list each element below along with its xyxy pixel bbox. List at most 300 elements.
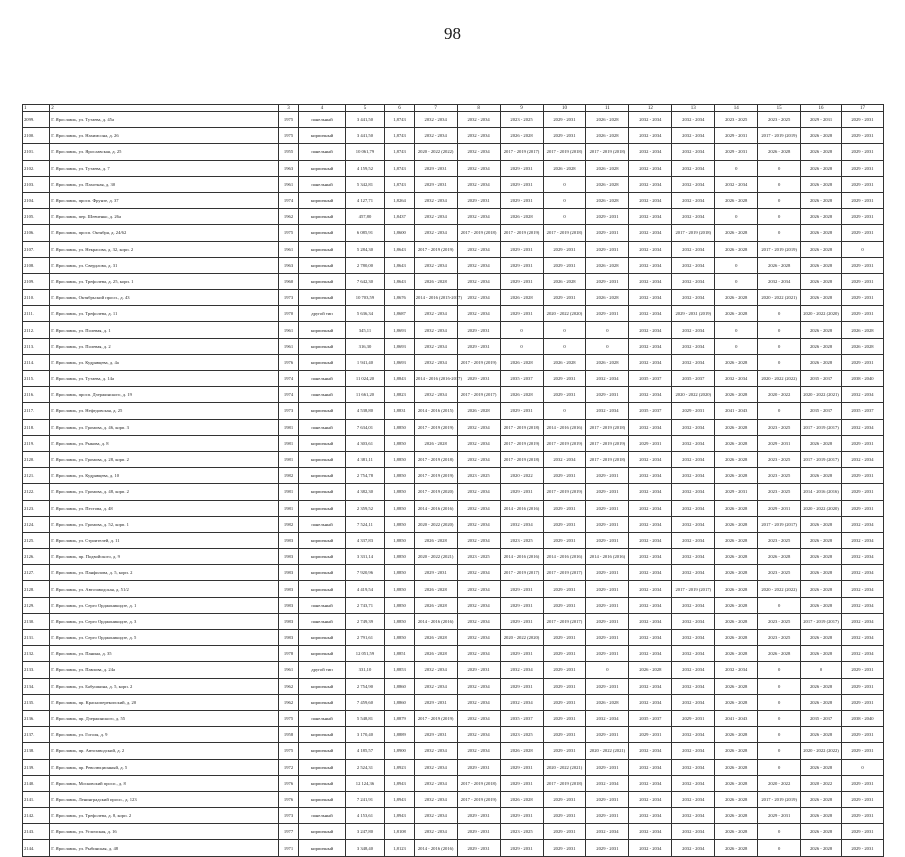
table-cell: 2029 - 2031 <box>543 581 586 597</box>
table-cell: 2099. <box>23 112 50 128</box>
table-cell: 2032 - 2034 <box>672 160 715 176</box>
table-cell: 2032 - 2034 <box>841 597 883 613</box>
table-cell: 2026 - 2028 <box>801 144 842 160</box>
table-cell: 2026 - 2028 <box>801 791 842 807</box>
table-cell: 2029 - 2031 <box>543 646 586 662</box>
table-cell: кирпичный <box>299 451 345 467</box>
table-cell: кирпичный <box>299 759 345 775</box>
table-cell: Г. Ярославль, ул. Трефолева, д. 8, корп. 2 <box>50 808 278 824</box>
table-cell: 2110. <box>23 290 50 306</box>
table-cell: 2026 - 2028 <box>801 128 842 144</box>
table-cell: Г. Ярославль, ул. Рыкова, д. 8 <box>50 435 278 451</box>
table-cell: 2026 - 2028 <box>500 354 543 370</box>
table-cell: 2129. <box>23 597 50 613</box>
table-cell: 2026 - 2028 <box>586 160 629 176</box>
table-cell: 2029 - 2031 <box>586 678 629 694</box>
table-cell: 2032 - 2034 <box>414 824 457 840</box>
table-cell: 2023 - 2025 <box>758 112 801 128</box>
table-cell: 2020 - 2022 (2020) <box>414 516 457 532</box>
table-cell: 2032 - 2034 <box>457 532 500 548</box>
table-cell: 2032 - 2034 <box>457 565 500 581</box>
table-cell: 2026 - 2028 <box>586 112 629 128</box>
table-cell: 2026 - 2028 <box>758 144 801 160</box>
table-cell: 2014 - 2016 (2016-2017) <box>414 371 457 387</box>
table-cell: 2130. <box>23 613 50 629</box>
table-cell: 1,8743 <box>385 144 414 160</box>
table-row <box>23 257 884 273</box>
table-cell: 2032 - 2034 <box>457 273 500 289</box>
table-cell: 1,8850 <box>385 549 414 565</box>
table-cell: 1973 <box>278 290 299 306</box>
table-cell: Г. Ярославль, ул. Полевая, д. 2 <box>50 338 278 354</box>
table-cell: 2032 - 2034 <box>457 597 500 613</box>
table-cell: 2026 - 2028 <box>801 840 842 856</box>
table-cell: 1982 <box>278 468 299 484</box>
table-cell: Г. Ярославль, ул. Тутаева, д. 45а <box>50 112 278 128</box>
table-cell: 5 636,34 <box>345 306 385 322</box>
table-cell: 2029 - 2031 <box>841 112 883 128</box>
table-cell: 2029 - 2031 <box>586 225 629 241</box>
table-cell: 2014 - 2016 (2016) <box>543 549 586 565</box>
table-row <box>23 209 884 225</box>
table-cell: 2026 - 2028 <box>715 241 758 257</box>
table-cell: 2032 - 2034 <box>414 354 457 370</box>
table-cell: 2029 - 2031 <box>758 500 801 516</box>
page-number: 98 <box>444 24 461 43</box>
table-cell: 2029 - 2031 <box>457 840 500 856</box>
table-cell: 2026 - 2028 <box>841 322 883 338</box>
table-cell: 331,10 <box>345 662 385 678</box>
table-cell: 12 124,36 <box>345 775 385 791</box>
table-cell: 1,8853 <box>385 662 414 678</box>
table-cell: 2029 - 2031 <box>543 516 586 532</box>
table-cell: 2032 - 2034 <box>457 710 500 726</box>
table-cell: панельный <box>299 808 345 824</box>
table-row <box>23 775 884 791</box>
table-cell: 1,8600 <box>385 225 414 241</box>
table-cell: 3 348,40 <box>345 840 385 856</box>
table-row <box>23 710 884 726</box>
table-cell: 2035 - 2037 <box>672 371 715 387</box>
header-cell: 14 <box>715 105 758 112</box>
header-cell: 12 <box>629 105 672 112</box>
table-cell: 0 <box>758 824 801 840</box>
table-cell: 2032 - 2034 <box>672 759 715 775</box>
table-cell: 2026 - 2028 <box>801 468 842 484</box>
table-cell: 2118. <box>23 419 50 435</box>
table-cell: 1,8850 <box>385 581 414 597</box>
table-cell: 2029 - 2031 <box>841 144 883 160</box>
table-cell: Г. Ярославль, ул. Павлова, д. 24а <box>50 662 278 678</box>
table-cell: 2041 - 2043 <box>715 710 758 726</box>
table-cell: Г. Ярославль, пр. Подвойского, д. 9 <box>50 549 278 565</box>
table-cell: 0 <box>543 338 586 354</box>
table-cell: 2026 - 2028 <box>543 354 586 370</box>
table-cell: 1,8850 <box>385 565 414 581</box>
table-cell: 2032 - 2034 <box>629 646 672 662</box>
table-cell: 2032 - 2034 <box>457 743 500 759</box>
table-cell: 1,8850 <box>385 597 414 613</box>
table-row <box>23 824 884 840</box>
table-cell: 2032 - 2034 <box>414 678 457 694</box>
header-cell: 3 <box>278 105 299 112</box>
table-cell: 2029 - 2031 <box>758 808 801 824</box>
table-cell: 2029 - 2031 <box>586 209 629 225</box>
table-cell: кирпичный <box>299 257 345 273</box>
table-cell: 2020 - 2022 (2021) <box>414 549 457 565</box>
table-cell: 0 <box>758 306 801 322</box>
table-cell: 2029 - 2031 <box>543 128 586 144</box>
table-cell: 2122. <box>23 484 50 500</box>
table-cell: 1983 <box>278 532 299 548</box>
table-cell: 2143. <box>23 824 50 840</box>
table-cell: 2026 - 2028 <box>715 532 758 548</box>
table-cell: 2032 - 2034 <box>414 257 457 273</box>
header-cell: 9 <box>500 105 543 112</box>
table-cell: 1,8943 <box>385 808 414 824</box>
table-cell: 2032 - 2034 <box>841 630 883 646</box>
table-cell: 4 127,71 <box>345 192 385 208</box>
table-cell: 2139. <box>23 759 50 775</box>
table-cell: 1960 <box>278 273 299 289</box>
table-cell: 2020 - 2022 <box>758 775 801 791</box>
table-cell: 2029 - 2031 <box>841 727 883 743</box>
table-cell: 0 <box>758 322 801 338</box>
table-row <box>23 727 884 743</box>
table-cell: 7 642,30 <box>345 273 385 289</box>
table-row <box>23 808 884 824</box>
table-cell: 2032 - 2034 <box>457 306 500 322</box>
table-cell: 2020 - 2022 (2020) <box>543 306 586 322</box>
table-cell: 2029 - 2031 <box>586 484 629 500</box>
table-cell: 2144. <box>23 840 50 856</box>
header-cell: 8 <box>457 105 500 112</box>
table-cell: 2023 - 2025 <box>500 824 543 840</box>
table-cell: 1976 <box>278 791 299 807</box>
table-cell: панельный <box>299 387 345 403</box>
table-cell: кирпичный <box>299 273 345 289</box>
table-cell: 2026 - 2028 <box>801 549 842 565</box>
table-cell: кирпичный <box>299 338 345 354</box>
table-cell: 2128. <box>23 581 50 597</box>
table-cell: 2032 - 2034 <box>672 128 715 144</box>
table-cell: 2032 - 2034 <box>629 338 672 354</box>
table-cell: кирпичный <box>299 824 345 840</box>
table-cell: 4 303,61 <box>345 435 385 451</box>
table-cell: 2032 - 2034 <box>457 694 500 710</box>
table-cell: 3 331,14 <box>345 549 385 565</box>
table-cell: 2017 - 2019 (2017) <box>758 516 801 532</box>
table-row <box>23 743 884 759</box>
table-cell: 2032 - 2034 <box>457 160 500 176</box>
table-cell: 2029 - 2031 <box>500 241 543 257</box>
table-cell: 2020 - 2022 (2020) <box>500 630 543 646</box>
table-cell: 2029 - 2031 <box>457 824 500 840</box>
table-cell: 1961 <box>278 176 299 192</box>
table-cell: 2 359,52 <box>345 500 385 516</box>
table-cell: 0 <box>841 241 883 257</box>
table-cell: 2020 - 2022 (2022) <box>758 371 801 387</box>
table-cell: 2029 - 2031 (2019) <box>672 306 715 322</box>
table-cell: 2127. <box>23 565 50 581</box>
table-cell: 1962 <box>278 694 299 710</box>
table-cell: Г. Ярославль, ул. Бабушкина, д. 5, корп. 2 <box>50 678 278 694</box>
table-cell: 2026 - 2028 <box>758 549 801 565</box>
table-cell: 2032 - 2034 <box>414 192 457 208</box>
table-cell: 2029 - 2031 <box>586 630 629 646</box>
table-cell: 1962 <box>278 209 299 225</box>
table-cell: 2035 - 2037 <box>500 371 543 387</box>
table-row <box>23 630 884 646</box>
table-cell: 2032 - 2034 <box>629 160 672 176</box>
table-cell: 1,8850 <box>385 419 414 435</box>
table-cell: 2020 - 2022 (2020) <box>672 387 715 403</box>
table-cell: 2038 - 2040 <box>841 710 883 726</box>
table-cell: 2029 - 2031 <box>586 808 629 824</box>
table-cell: 2017 - 2019 (2018) <box>543 225 586 241</box>
table-cell: 2029 - 2031 <box>543 678 586 694</box>
table-cell: 2140. <box>23 775 50 791</box>
table-cell: кирпичный <box>299 581 345 597</box>
table-cell: 2106. <box>23 225 50 241</box>
table-cell: 2133. <box>23 662 50 678</box>
table-cell: 0 <box>715 338 758 354</box>
table-cell: 10 061,79 <box>345 144 385 160</box>
table-cell: 2029 - 2031 <box>543 630 586 646</box>
table-cell: 1,8437 <box>385 209 414 225</box>
table-cell: 2023 - 2025 <box>758 484 801 500</box>
table-cell: 1977 <box>278 824 299 840</box>
table-cell: 1981 <box>278 500 299 516</box>
table-cell: 1,8943 <box>385 775 414 791</box>
table-cell: 2026 - 2028 <box>715 727 758 743</box>
table-cell: 2026 - 2028 <box>715 500 758 516</box>
table-cell: 1974 <box>278 387 299 403</box>
table-cell: 2029 - 2031 <box>586 581 629 597</box>
table-cell: 1983 <box>278 613 299 629</box>
table-cell: кирпичный <box>299 678 345 694</box>
table-cell: 2017 - 2019 (2019) <box>758 241 801 257</box>
table-row <box>23 225 884 241</box>
table-cell: 2032 - 2034 <box>414 112 457 128</box>
table-cell: 2032 - 2034 <box>672 144 715 160</box>
table-cell: Г. Ярославль, ул. Серго Орджоникидзе, д. 1 <box>50 597 278 613</box>
table-cell: 2026 - 2028 <box>801 160 842 176</box>
table-cell: 2100. <box>23 128 50 144</box>
table-cell: 1982 <box>278 516 299 532</box>
table-cell: 0 <box>758 710 801 726</box>
table-cell: панельный <box>299 371 345 387</box>
table-cell: 1,8676 <box>385 290 414 306</box>
table-cell: 2017 - 2019 (2018) <box>586 144 629 160</box>
table-cell: 2032 - 2034 <box>629 791 672 807</box>
table-cell: 0 <box>586 338 629 354</box>
table-cell: 2032 - 2034 <box>586 403 629 419</box>
table-row <box>23 160 884 176</box>
table-cell: 2029 - 2031 <box>500 759 543 775</box>
table-cell: 2017 - 2019 (2018) <box>414 451 457 467</box>
table-cell: 1983 <box>278 597 299 613</box>
table-cell: 2023 - 2025 <box>758 565 801 581</box>
table-row <box>23 613 884 629</box>
table-cell: кирпичный <box>299 791 345 807</box>
table-cell: Г. Ярославль, ул. Громова, д. 46, корп. 3 <box>50 419 278 435</box>
table-cell: 2029 - 2031 <box>841 678 883 694</box>
table-cell: 2029 - 2031 <box>543 727 586 743</box>
table-row <box>23 759 884 775</box>
table-cell: 2032 - 2034 <box>586 371 629 387</box>
table-cell: 1961 <box>278 322 299 338</box>
table-cell: 2026 - 2028 <box>801 192 842 208</box>
table-cell: 2032 - 2034 <box>672 743 715 759</box>
table-cell: Г. Ярославль, ул. Серго Орджоникидзе, д. 3 <box>50 613 278 629</box>
table-cell: 2120. <box>23 451 50 467</box>
table-cell: 2141. <box>23 791 50 807</box>
table-cell: 1963 <box>278 257 299 273</box>
table-cell: 2029 - 2031 <box>841 225 883 241</box>
table-cell: 0 <box>758 403 801 419</box>
table-cell: 2017 - 2019 (2017) <box>500 144 543 160</box>
table-cell: 0 <box>758 160 801 176</box>
table-cell: 1,8831 <box>385 403 414 419</box>
table-cell: 2026 - 2028 <box>414 273 457 289</box>
table-cell: 4 381,11 <box>345 451 385 467</box>
table-cell: 2026 - 2028 <box>801 225 842 241</box>
table-cell: 2035 - 2037 <box>629 403 672 419</box>
table-cell: 2017 - 2019 (2017) <box>500 565 543 581</box>
table-cell: 2029 - 2031 <box>841 694 883 710</box>
table-row <box>23 516 884 532</box>
table-cell: 0 <box>758 338 801 354</box>
table-cell: 2026 - 2028 <box>715 646 758 662</box>
table-row <box>23 468 884 484</box>
table-cell: 2032 - 2034 <box>414 808 457 824</box>
table-cell: 2023 - 2025 <box>457 468 500 484</box>
table-cell: 2017 - 2019 (2019) <box>457 354 500 370</box>
table-cell: 2032 - 2034 <box>457 727 500 743</box>
table-cell: 2029 - 2031 <box>543 597 586 613</box>
table-cell: 2020 - 2022 (2021) <box>543 759 586 775</box>
table-cell: 2029 - 2031 <box>841 192 883 208</box>
table-cell: 2029 - 2031 <box>841 306 883 322</box>
table-cell: 2132. <box>23 646 50 662</box>
table-cell: 2032 - 2034 <box>629 759 672 775</box>
table-cell: 2029 - 2031 <box>586 468 629 484</box>
table-cell: 2026 - 2028 <box>801 209 842 225</box>
table-cell: 2026 - 2028 <box>543 273 586 289</box>
table-cell: 2032 - 2034 <box>629 468 672 484</box>
table-cell: 2017 - 2019 (2019) <box>586 435 629 451</box>
table-cell: 1,8693 <box>385 338 414 354</box>
table-cell: панельный <box>299 516 345 532</box>
table-cell: 2029 - 2031 <box>586 613 629 629</box>
table-cell: Г. Ярославль, ул. Громова, д. 52, корп. 1 <box>50 516 278 532</box>
table-cell: 2023 - 2025 <box>715 112 758 128</box>
table-cell: 2029 - 2031 <box>586 840 629 856</box>
table-cell: 1,8850 <box>385 532 414 548</box>
header-cell: 6 <box>385 105 414 112</box>
table-cell: кирпичный <box>299 549 345 565</box>
table-cell: 2026 - 2028 <box>414 435 457 451</box>
header-cell: 16 <box>801 105 842 112</box>
table-cell: 2032 - 2034 <box>672 516 715 532</box>
table-cell: 2029 - 2031 <box>841 435 883 451</box>
table-cell: 2032 - 2034 <box>457 128 500 144</box>
table-cell: 2023 - 2025 <box>758 468 801 484</box>
table-cell: 2017 - 2019 (2019) <box>758 791 801 807</box>
table-cell: 4 185,57 <box>345 743 385 759</box>
table-cell: 2029 - 2031 <box>543 662 586 678</box>
table-cell: 2026 - 2028 <box>586 290 629 306</box>
table-cell: 2029 - 2031 <box>500 808 543 824</box>
table-cell: 2026 - 2028 <box>801 257 842 273</box>
table-row <box>23 500 884 516</box>
table-cell: 2032 - 2034 <box>629 209 672 225</box>
table-cell: Г. Ярославль, ул. Трефолева, д. 25, корп. 1 <box>50 273 278 289</box>
table-cell: 2029 - 2031 <box>500 775 543 791</box>
table-cell: 2020 - 2022 <box>801 775 842 791</box>
table-cell: 2032 - 2034 <box>672 630 715 646</box>
table-cell: 2029 - 2031 <box>841 290 883 306</box>
table-row <box>23 192 884 208</box>
table-cell: 457,80 <box>345 209 385 225</box>
table-cell: кирпичный <box>299 484 345 500</box>
table-cell: 0 <box>801 662 842 678</box>
table-cell: Г. Ярославль, ул. Нахимсона, д. 26 <box>50 128 278 144</box>
table-cell: 1,8889 <box>385 727 414 743</box>
table-cell: 2032 - 2034 <box>629 257 672 273</box>
table-cell: 2121. <box>23 468 50 484</box>
table-cell: 2026 - 2028 <box>414 646 457 662</box>
table-cell: Г. Ярославль, Московский просп., д. 8 <box>50 775 278 791</box>
table-cell: 2029 - 2031 <box>500 192 543 208</box>
header-cell: 7 <box>414 105 457 112</box>
table-cell: 2032 - 2034 <box>672 678 715 694</box>
table-cell: 2029 - 2031 <box>500 613 543 629</box>
table-cell: 2032 - 2034 <box>629 678 672 694</box>
table-cell: 1972 <box>278 759 299 775</box>
table-cell: 0 <box>543 209 586 225</box>
table-cell: Г. Ярославль, ул. Некрасова, д. 32, корп. 2 <box>50 241 278 257</box>
table-cell: 2029 - 2031 <box>500 273 543 289</box>
table-cell: 2117. <box>23 403 50 419</box>
table-cell: 2017 - 2019 (2017) <box>457 387 500 403</box>
table-cell: 2026 - 2028 <box>586 192 629 208</box>
table-cell: 2029 - 2031 <box>629 727 672 743</box>
table-cell: 2032 - 2034 <box>672 451 715 467</box>
table-cell: 2125. <box>23 532 50 548</box>
table-cell: 2032 - 2034 <box>457 209 500 225</box>
table-cell: 2029 - 2031 <box>500 257 543 273</box>
table-cell: 2026 - 2028 <box>801 597 842 613</box>
table-cell: 2029 - 2031 <box>841 808 883 824</box>
table-cell: 2029 - 2031 <box>543 387 586 403</box>
table-cell: 1,8843 <box>385 371 414 387</box>
table-cell: 2032 - 2034 <box>841 549 883 565</box>
table-cell: Г. Ярославль, пр. Дзержинского, д. 55 <box>50 710 278 726</box>
table-cell: 2029 - 2031 <box>841 273 883 289</box>
table-cell: 2029 - 2031 <box>841 791 883 807</box>
table-cell: кирпичный <box>299 775 345 791</box>
table-cell: 2032 - 2034 <box>672 775 715 791</box>
table-cell: 2029 - 2031 <box>841 824 883 840</box>
table-cell: 1983 <box>278 630 299 646</box>
table-cell: 2035 - 2037 <box>801 403 842 419</box>
table-cell: Г. Ярославль, пр. Красноперекопский, д. 20 <box>50 694 278 710</box>
table-cell: 2032 - 2034 <box>414 306 457 322</box>
table-cell: 2029 - 2031 <box>715 144 758 160</box>
table-cell: 2023 - 2025 <box>500 112 543 128</box>
